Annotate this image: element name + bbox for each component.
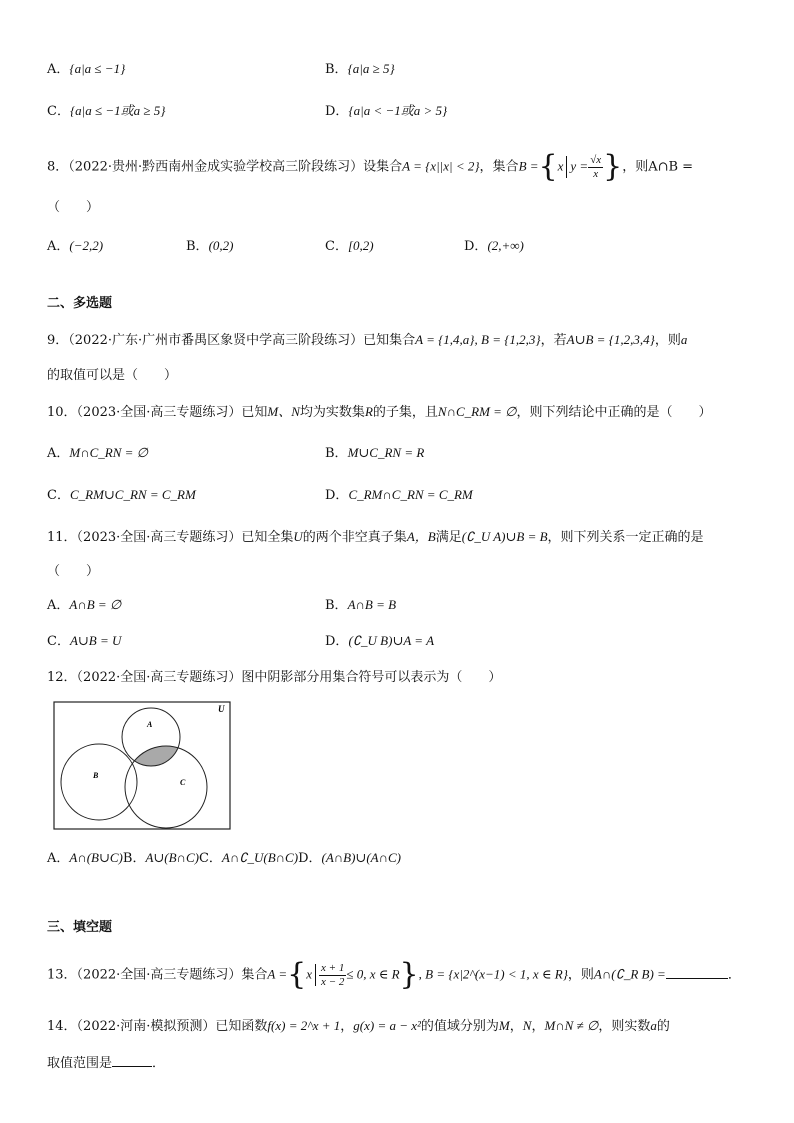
q8-set-a: A = {x||x| < 2} (402, 158, 480, 174)
q10-option-a: A．M∩C_RN = ∅ (47, 445, 148, 461)
q7-option-d: D．{a|a < −1或a > 5} (325, 103, 448, 119)
q8-brace-open: { (538, 149, 558, 184)
q12-option-d: (A∩B)∪(A∩C) (321, 850, 401, 865)
q11-option-b: B．A∩B = B (325, 597, 397, 613)
q8-stem: 8．（2022·贵州·黔西南州金成实验学校高三阶段练习）设集合A = {x||x| < 2}，集合B ={x y = $\frac{√x}{x}$ }，则A∩B = (47, 149, 694, 184)
q14-answer-blank[interactable] (112, 1054, 152, 1067)
q12-options: A．A∩(B∪C)B．A∪(B∩C)C．A∩∁_U(B∩C)D．(A∩B)∪(A∩C) (47, 850, 401, 866)
q10-stem: 10．（2023·全国·高三专题练习）已知M、N均为实数集R的子集，且N∩C_RM = ∅，则下列结论中正确的是（ ） (47, 404, 712, 420)
section-title-multiple-choice: 二、多选题 (47, 295, 113, 310)
q8-option-d: D．(2,+∞) (464, 238, 524, 254)
q10-option-b: B．M∪C_RN = R (325, 445, 425, 461)
q7-option-d-text: {a|a < −1或a > 5} (348, 103, 448, 118)
q10-option-d: D．C_RM∩C_RN = C_RM (325, 487, 473, 503)
q8-option-a: A．(−2,2) (47, 238, 104, 254)
q7-option-b-text: {a|a ≥ 5} (347, 61, 395, 76)
q8-fraction: $\frac{√x}{x}$ (590, 153, 602, 180)
q12-stem: 12．（2022·全国·高三专题练习）图中阴影部分用集合符号可以表示为（ ） (47, 670, 502, 685)
q12-option-b: A∪(B∩C) (145, 850, 199, 865)
q9-stem-line2: 的取值可以是（ ） (47, 368, 178, 383)
q8-brace-close: } (603, 149, 623, 184)
q14-stem: 14．（2022·河南·模拟预测）已知函数f(x) = 2^x + 1，g(x) = a − x²的值域分别为M，N，M∩N ≠ ∅，则实数a的 (47, 1018, 670, 1034)
q8-paren: （ ） (47, 200, 100, 215)
q8-option-b: B．(0,2) (186, 238, 234, 254)
venn-label-a: A (147, 720, 153, 729)
q11-option-d: D．(∁_U B)∪A = A (325, 633, 435, 649)
q8-option-c: C．[0,2) (325, 238, 374, 254)
q7-option-a-text: {a|a ≤ −1} (69, 61, 126, 76)
q11-option-c: C．A∪B = U (47, 633, 122, 649)
venn-label-u: U (218, 704, 225, 714)
q7-option-b: B．{a|a ≥ 5} (325, 61, 395, 77)
q10-option-c: C．C_RM∪C_RN = C_RM (47, 487, 196, 503)
q12-option-c: A∩∁_U(B∩C) (221, 850, 299, 865)
q13-stem: 13．（2022·全国·高三专题练习）集合A ={x $\frac{x + 1}{x - 2}$ ≤ 0, x ∈ R}, B = {x|2^(x−1) < 1, x ∈ R}，则A∩(∁_R B) = ． (47, 957, 741, 992)
venn-label-c: C (180, 778, 186, 787)
venn-universe-box (54, 702, 230, 829)
section-title-fill-in: 三、填空题 (47, 919, 113, 934)
q7-option-c-text: {a|a ≤ −1或a ≥ 5} (69, 103, 166, 118)
q13-answer-blank[interactable] (666, 966, 728, 979)
q11-paren: （ ） (47, 564, 100, 579)
q7-option-c: C．{a|a ≤ −1或a ≥ 5} (47, 103, 166, 119)
q13-fraction: $\frac{x + 1}{x - 2}$ (321, 961, 345, 988)
q7-option-a: A．{a|a ≤ −1} (47, 61, 126, 77)
q11-stem: 11．（2023·全国·高三专题练习）已知全集U的两个非空真子集A，B满足(∁_U A)∪B = B，则下列关系一定正确的是 (47, 529, 704, 545)
q12-venn-diagram (53, 701, 231, 830)
venn-label-b: B (93, 771, 99, 780)
q11-option-a: A．A∩B = ∅ (47, 597, 122, 613)
q14-stem-line2: 取值范围是 ． (47, 1056, 166, 1071)
q12-option-a: A∩(B∪C) (69, 850, 123, 865)
q9-stem: 9．（2022·广东·广州市番禺区象贤中学高三阶段练习）已知集合A = {1,4,a}, B = {1,2,3}，若A∪B = {1,2,3,4}，则a (47, 332, 688, 348)
